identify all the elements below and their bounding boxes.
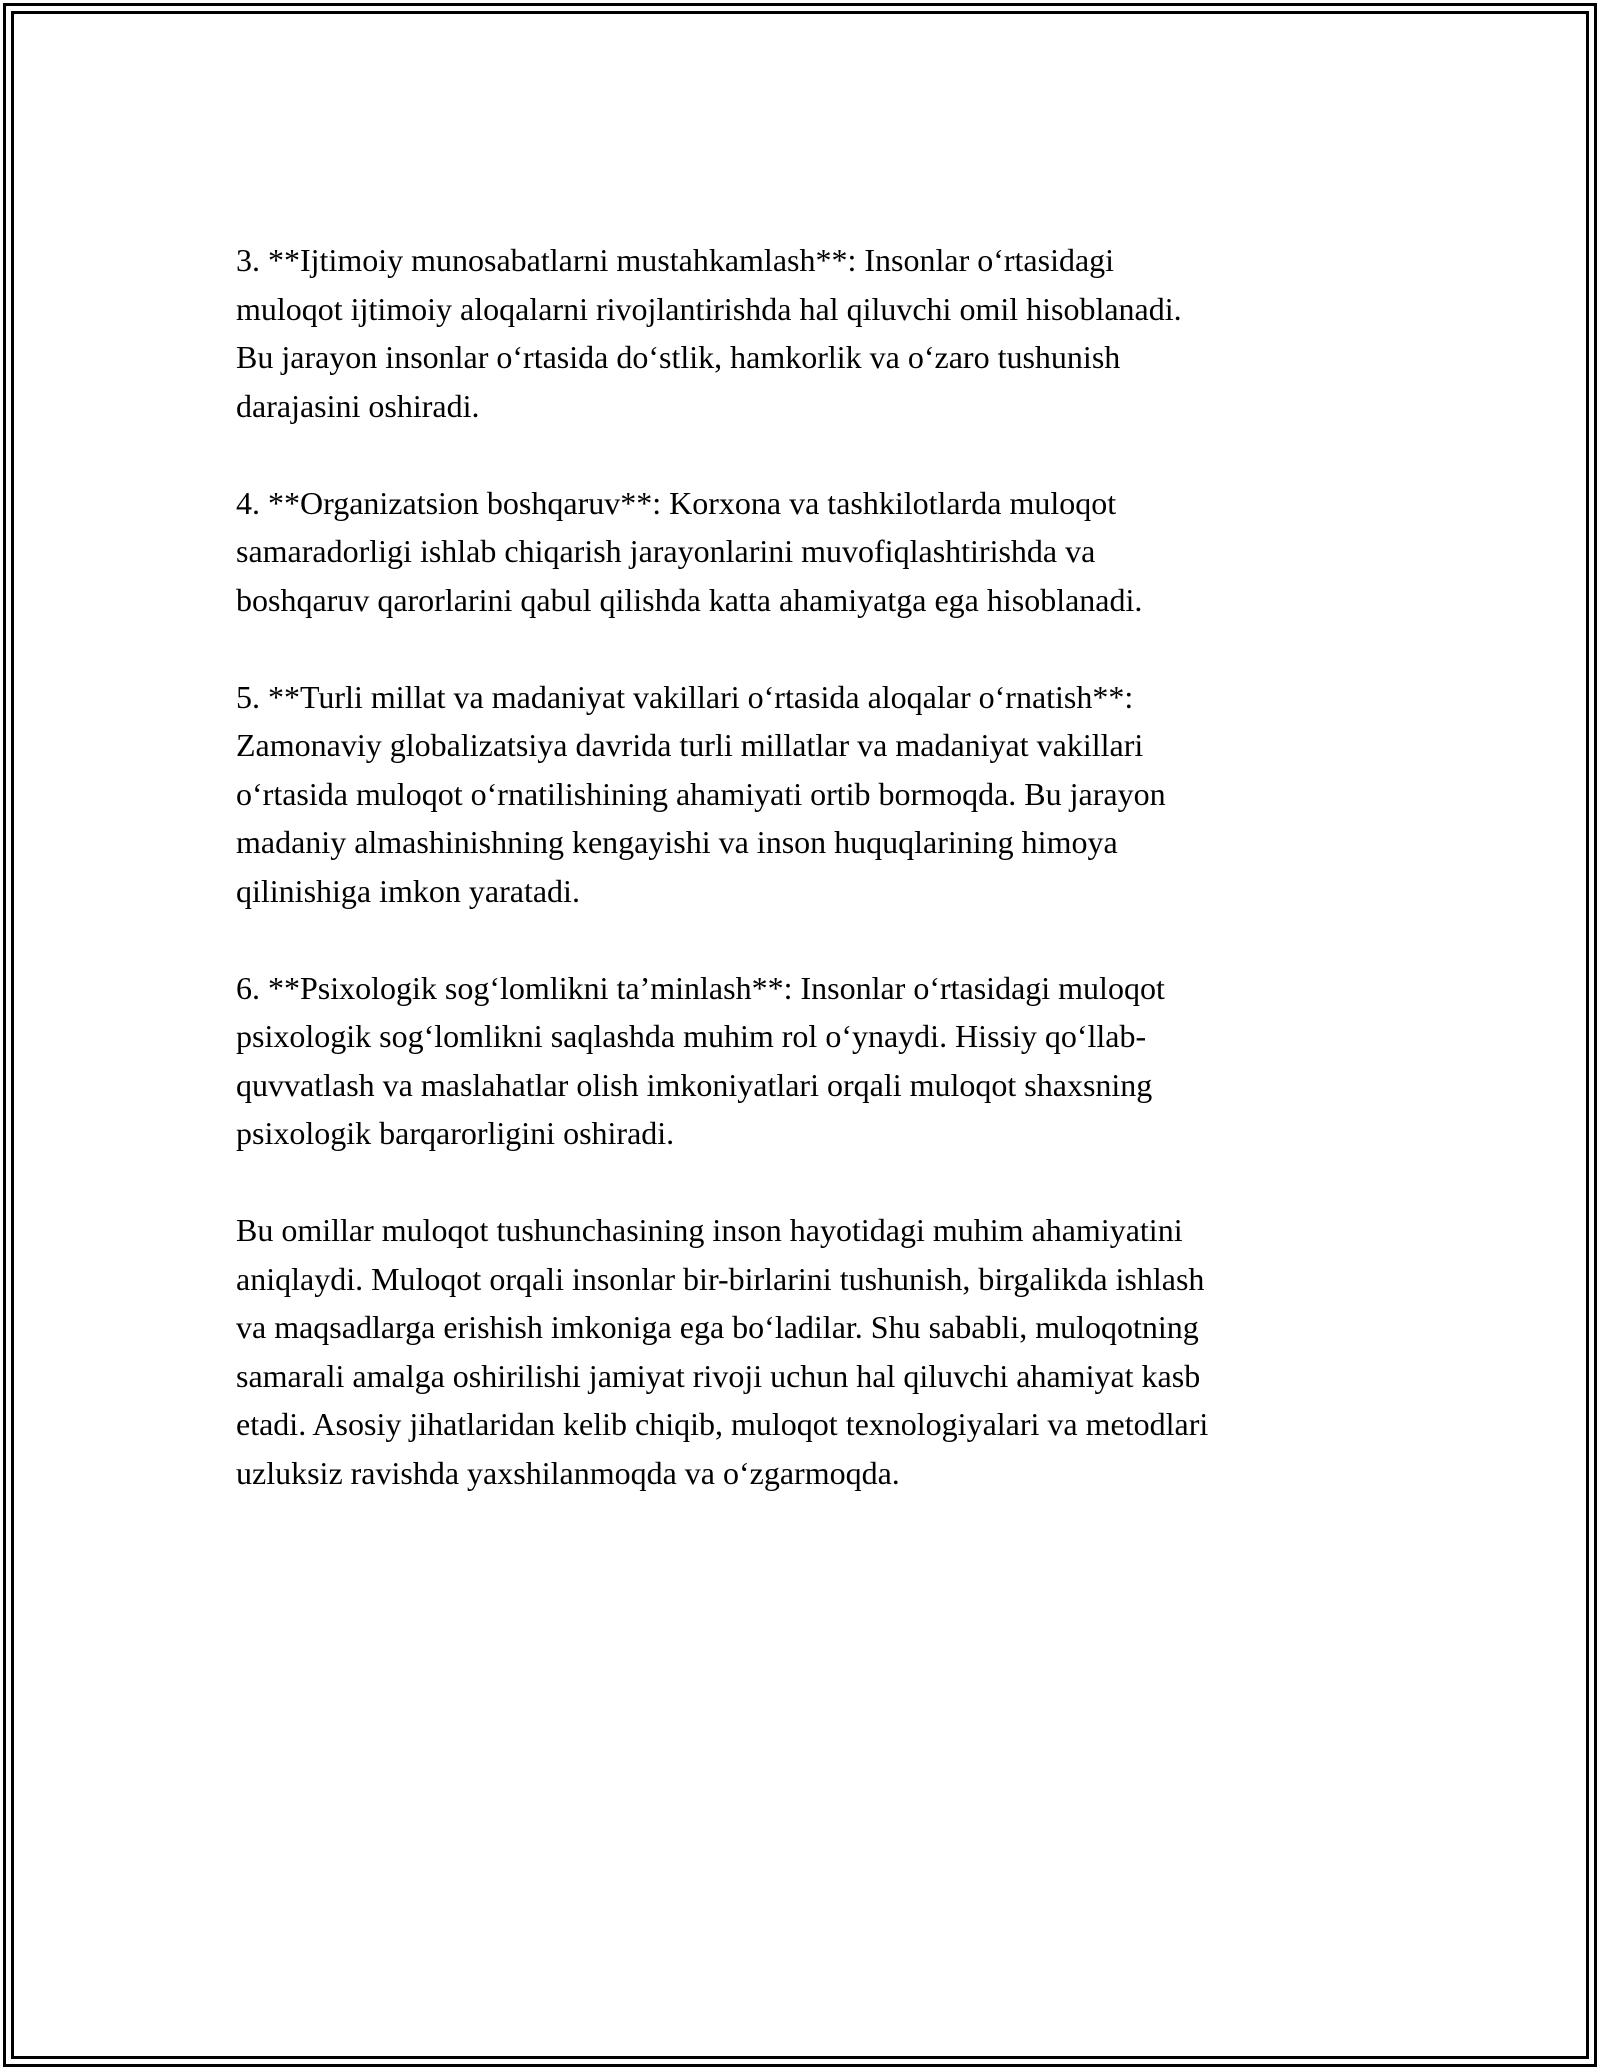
paragraph-item-5: 5. **Turli millat va madaniyat vakillari o‘rtasida aloqalar o‘rnatish**: Zamonaviy globalizatsiya davrida turli millatlar va madaniyat vakillari o‘rtasida muloqot o‘rnatilishining ahamiyati ortib bormoqda. Bu jarayon madaniy almashinishning kengayishi va inson huquqlarining himoya qilinishiga imkon yaratadi. bbox=[236, 678, 1166, 909]
paragraph-item-3: 3. **Ijtimoiy munosabatlarni mustahkamlash**: Insonlar o‘rtasidagi muloqot ijtimoiy aloqalarni rivojlantirishda hal qiluvchi omil hisoblanadi. Bu jarayon insonlar o‘rtasida do‘stlik, hamkorlik va o‘zaro tushunish darajasini oshiradi. bbox=[236, 242, 1182, 424]
paragraph-item-6: 6. **Psixologik sog‘lomlikni ta’minlash**: Insonlar o‘rtasidagi muloqot psixologik sog‘lomlikni saqlashda muhim rol o‘ynaydi. Hissiy qo‘llab- quvvatlash va maslahatlar olish imkoniyatlari orqali muloqot shaxsning psixologik barqarorligini oshiradi. bbox=[236, 969, 1165, 1151]
document-body bbox=[236, 236, 1376, 1497]
paragraph-conclusion: Bu omillar muloqot tushunchasining inson hayotidagi muhim ahamiyatini aniqlaydi. Muloqot orqali insonlar bir-birlarini tushunish, birgalikda ishlash va maqsadlarga erishish imkoniga ega bo‘ladilar. Shu sababli, muloqotning samarali amalga oshirilishi jamiyat rivoji uchun hal qiluvchi ahamiyat kasb etadi. Asosiy jihatlaridan kelib chiqib, muloqot texnologiyalari va metodlari uzluksiz ravishda yaxshilanmoqda va o‘zgarmoqda. bbox=[236, 1212, 1209, 1491]
paragraph-item-4: 4. **Organizatsion boshqaruv**: Korxona va tashkilotlarda muloqot samaradorligi ishlab chiqarish jarayonlarini muvofiqlashtirishda va boshqaruv qarorlarini qabul qilishda katta ahamiyatga ega hisoblanadi. bbox=[236, 484, 1143, 618]
